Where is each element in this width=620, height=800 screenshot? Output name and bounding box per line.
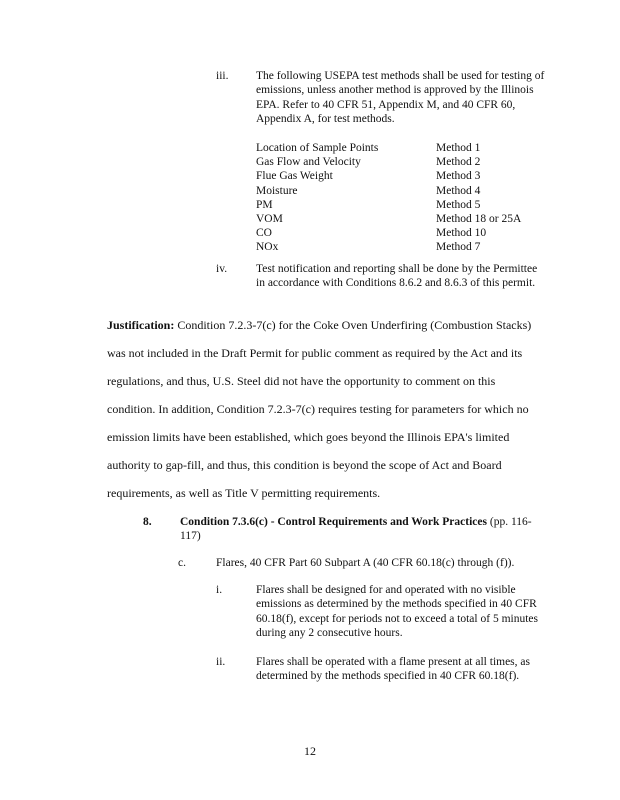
sample-location: Gas Flow and Velocity (256, 156, 361, 169)
sample-location: CO (256, 227, 272, 240)
justification-line-7: requirements, as well as Title V permitting requirements. (107, 486, 381, 500)
test-method: Method 3 (436, 170, 481, 183)
table-row (256, 141, 556, 155)
sample-location: Location of Sample Points (256, 142, 379, 154)
item-c-i-number: i. (216, 584, 223, 596)
item-c-i-text: Flares shall be designed for and operated with no visible emissions as determined by the methods specified in 40 CFR 60.18(f), except for periods not to exceed a total of 5 minutes during any 2 consecutive hours. (256, 584, 538, 640)
page-number: 12 (304, 744, 316, 758)
item-iii-number: iii. (216, 70, 229, 82)
section-8-pages: (pp. 116-117) (180, 516, 532, 543)
test-method: Method 1 (436, 142, 481, 154)
item-c-letter: c. (178, 557, 186, 569)
test-method: Method 2 (436, 156, 481, 169)
sample-location: Moisture (256, 184, 298, 197)
item-iii-text: The following USEPA test methods shall be used for testing of emissions, unless another method is approved by the Illinois EPA. Refer to 40 CFR 51, Appendix M, and 40 CFR 60, Appendix A, for test methods. (256, 70, 545, 126)
justification-label: Justification: (107, 318, 175, 332)
justification-line-5: emission limits have been established, which goes beyond the Illinois EPA's limited (107, 430, 510, 444)
table-row (256, 184, 556, 198)
item-c-ii-number: ii. (216, 656, 226, 668)
test-methods-table (256, 141, 556, 255)
table-row (256, 240, 556, 254)
sample-location: PM (256, 198, 273, 211)
test-method: Method 5 (436, 198, 481, 211)
justification-line-4: condition. In addition, Condition 7.2.3-7(c) requires testing for parameters for which no (107, 402, 529, 416)
table-row (256, 226, 556, 240)
sample-location: VOM (256, 212, 283, 225)
test-method: Method 4 (436, 184, 481, 197)
section-8-heading: Condition 7.3.6(c) - Control Requirements and Work Practices (pp. 116-117) (180, 516, 532, 543)
sample-location: Flue Gas Weight (256, 170, 333, 183)
test-method: Method 7 (436, 241, 481, 254)
sample-location: NOx (256, 241, 279, 254)
section-8-number: 8. (143, 516, 152, 528)
table-row (256, 169, 556, 183)
item-c-text: Flares, 40 CFR Part 60 Subpart A (40 CFR 60.18(c) through (f)). (216, 557, 515, 569)
item-iv-number: iv. (216, 263, 228, 275)
table-row (256, 155, 556, 169)
item-c-ii-text: Flares shall be operated with a flame present at all times, as determined by the methods specified in 40 CFR 60.18(f). (256, 656, 530, 683)
justification-line-1: Justification: Condition 7.2.3-7(c) for the Coke Oven Underfiring (Combustion Stacks) (107, 318, 532, 332)
justification-line-6: authority to gap-fill, and thus, this condition is beyond the scope of Act and Board (107, 458, 502, 472)
test-method: Method 18 or 25A (436, 212, 522, 225)
item-iv-text: Test notification and reporting shall be done by the Permittee in accordance with Conditions 8.6.2 and 8.6.3 of this permit. (256, 263, 538, 290)
test-method: Method 10 (436, 227, 487, 240)
justification-line-3: regulations, and thus, U.S. Steel did not have the opportunity to comment on this (107, 374, 496, 388)
table-row (256, 198, 556, 212)
justification-line-2: was not included in the Draft Permit for public comment as required by the Act and its (107, 346, 523, 360)
table-row (256, 212, 556, 226)
